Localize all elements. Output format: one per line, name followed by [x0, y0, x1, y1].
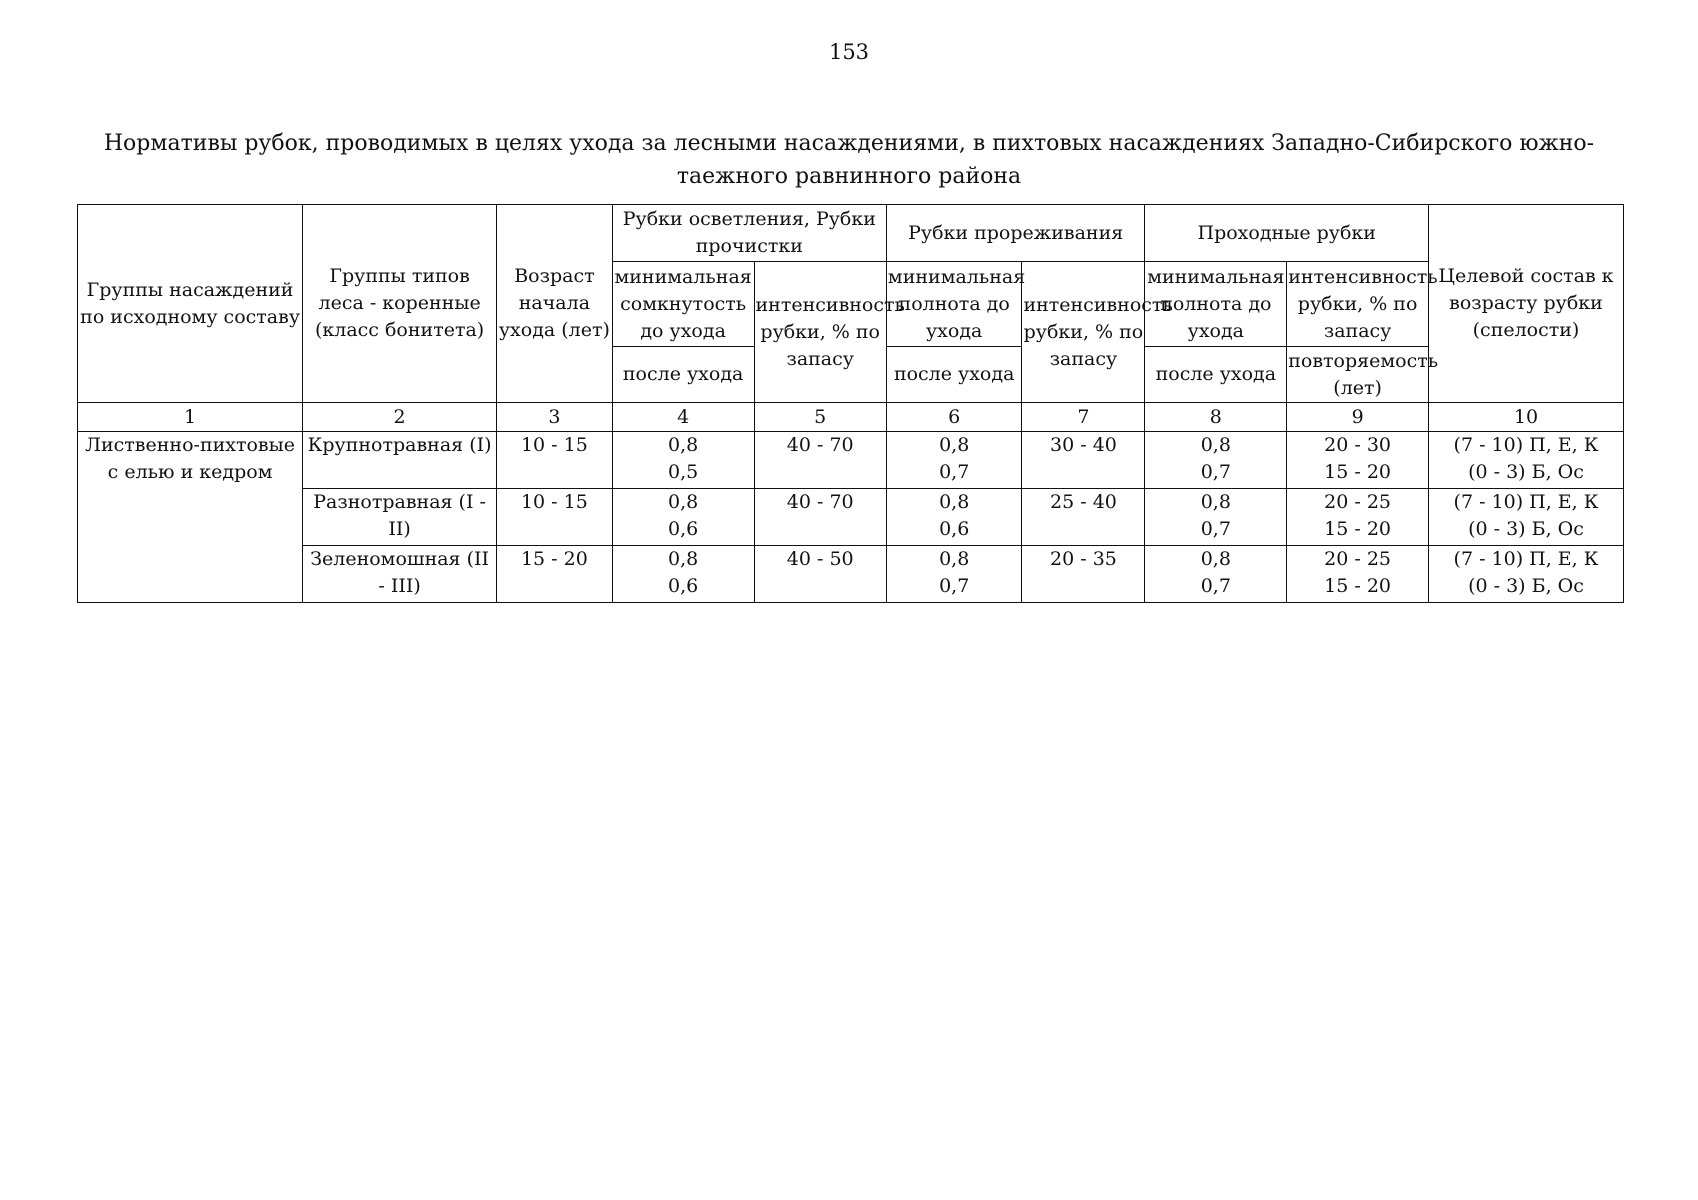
column-number: 10: [1429, 403, 1624, 432]
table-row: [78, 546, 1624, 603]
column-number: 7: [1022, 403, 1145, 432]
c8-after: 0,7: [1200, 518, 1231, 540]
target-composition-cell: [1429, 489, 1624, 546]
c9-cell: [1287, 489, 1429, 546]
target-composition-cell: [1429, 432, 1624, 489]
c7-cell: 30 - 40: [1022, 432, 1145, 489]
c4-cell: [612, 489, 754, 546]
target-composition-admixture: (0 - 3) Б, Ос: [1468, 575, 1584, 597]
c4-before: 0,8: [668, 491, 699, 513]
header-c5: интенсивность рубки, % по запасу: [754, 262, 886, 403]
header-col10: Целевой состав к возрасту рубки (спелости): [1429, 205, 1624, 403]
c6-cell: [886, 432, 1022, 489]
c6-before: 0,8: [939, 491, 970, 513]
start-age-cell: 15 - 20: [497, 546, 613, 603]
header-row-groups: [78, 205, 1624, 262]
c4-after: 0,6: [668, 575, 699, 597]
header-c9-bottom: повторяемость (лет): [1287, 347, 1429, 403]
column-number-row: [78, 403, 1624, 432]
c8-cell: [1145, 546, 1287, 603]
c4-cell: [612, 546, 754, 603]
c9-intensity: 20 - 25: [1324, 491, 1392, 513]
c9-repeat: 15 - 20: [1324, 518, 1392, 540]
header-c6-bottom: после ухода: [886, 347, 1022, 403]
column-number: 9: [1287, 403, 1429, 432]
header-c4-top: минимальная сомкнутость до ухода: [612, 262, 754, 347]
c8-before: 0,8: [1200, 548, 1231, 570]
c6-before: 0,8: [939, 548, 970, 570]
c6-after: 0,7: [939, 461, 970, 483]
c6-cell: [886, 546, 1022, 603]
c6-before: 0,8: [939, 434, 970, 456]
c8-cell: [1145, 432, 1287, 489]
header-c8-top: минимальная полнота до ухода: [1145, 262, 1287, 347]
document-title: Нормативы рубок, проводимых в целях ухода за лесными насаждениями, в пихтовых насаждениях Западно-Сибирского южно-таежного равнинного района: [103, 131, 1595, 189]
c4-after: 0,6: [668, 518, 699, 540]
c4-after: 0,5: [668, 461, 699, 483]
column-number: 6: [886, 403, 1022, 432]
header-col1: Группы насаждений по исходному составу: [78, 205, 303, 403]
c8-after: 0,7: [1200, 575, 1231, 597]
c8-after: 0,7: [1200, 461, 1231, 483]
c9-intensity: 20 - 25: [1324, 548, 1392, 570]
header-c8-bottom: после ухода: [1145, 347, 1287, 403]
c7-cell: 25 - 40: [1022, 489, 1145, 546]
header-c4-bottom: после ухода: [612, 347, 754, 403]
c9-cell: [1287, 546, 1429, 603]
norms-table: [77, 204, 1624, 603]
c4-cell: [612, 432, 754, 489]
c5-cell: 40 - 70: [754, 489, 886, 546]
c4-before: 0,8: [668, 548, 699, 570]
c8-cell: [1145, 489, 1287, 546]
header-c6-top: минимальная полнота до ухода: [886, 262, 1022, 347]
column-number: 3: [497, 403, 613, 432]
header-c9-top: интенсивность рубки, % по запасу: [1287, 262, 1429, 347]
start-age-cell: 10 - 15: [497, 489, 613, 546]
page-number: 153: [828, 40, 870, 64]
c9-intensity: 20 - 30: [1324, 434, 1392, 456]
forest-type-cell: Крупнотравная (I): [303, 432, 497, 489]
c6-after: 0,6: [939, 518, 970, 540]
c4-before: 0,8: [668, 434, 699, 456]
column-number: 2: [303, 403, 497, 432]
c6-cell: [886, 489, 1022, 546]
column-number: 4: [612, 403, 754, 432]
c5-cell: 40 - 50: [754, 546, 886, 603]
c9-repeat: 15 - 20: [1324, 461, 1392, 483]
target-composition-main: (7 - 10) П, Е, К: [1453, 434, 1599, 456]
c5-cell: 40 - 70: [754, 432, 886, 489]
target-composition-cell: [1429, 546, 1624, 603]
column-number: 8: [1145, 403, 1287, 432]
c8-before: 0,8: [1200, 491, 1231, 513]
header-col3: Возраст начала ухода (лет): [497, 205, 613, 403]
header-group-cleaning: Рубки осветления, Рубки прочистки: [612, 205, 886, 262]
c9-repeat: 15 - 20: [1324, 575, 1392, 597]
c7-cell: 20 - 35: [1022, 546, 1145, 603]
header-group-thinning: Рубки прореживания: [886, 205, 1145, 262]
column-number: 1: [78, 403, 303, 432]
header-c7: интенсивность рубки, % по запасу: [1022, 262, 1145, 403]
table-row: [78, 489, 1624, 546]
target-composition-admixture: (0 - 3) Б, Ос: [1468, 518, 1584, 540]
column-number: 5: [754, 403, 886, 432]
table-row: [78, 432, 1624, 489]
header-col2: Группы типов леса - коренные (класс бонитета): [303, 205, 497, 403]
target-composition-main: (7 - 10) П, Е, К: [1453, 491, 1599, 513]
group-name-cell: Лиственно-пихтовые с елью и кедром: [78, 432, 303, 603]
target-composition-main: (7 - 10) П, Е, К: [1453, 548, 1599, 570]
c9-cell: [1287, 432, 1429, 489]
start-age-cell: 10 - 15: [497, 432, 613, 489]
c8-before: 0,8: [1200, 434, 1231, 456]
forest-type-cell: Разнотравная (I - II): [303, 489, 497, 546]
c6-after: 0,7: [939, 575, 970, 597]
forest-type-cell: Зеленомошная (II - III): [303, 546, 497, 603]
target-composition-admixture: (0 - 3) Б, Ос: [1468, 461, 1584, 483]
header-group-passage: Проходные рубки: [1145, 205, 1429, 262]
